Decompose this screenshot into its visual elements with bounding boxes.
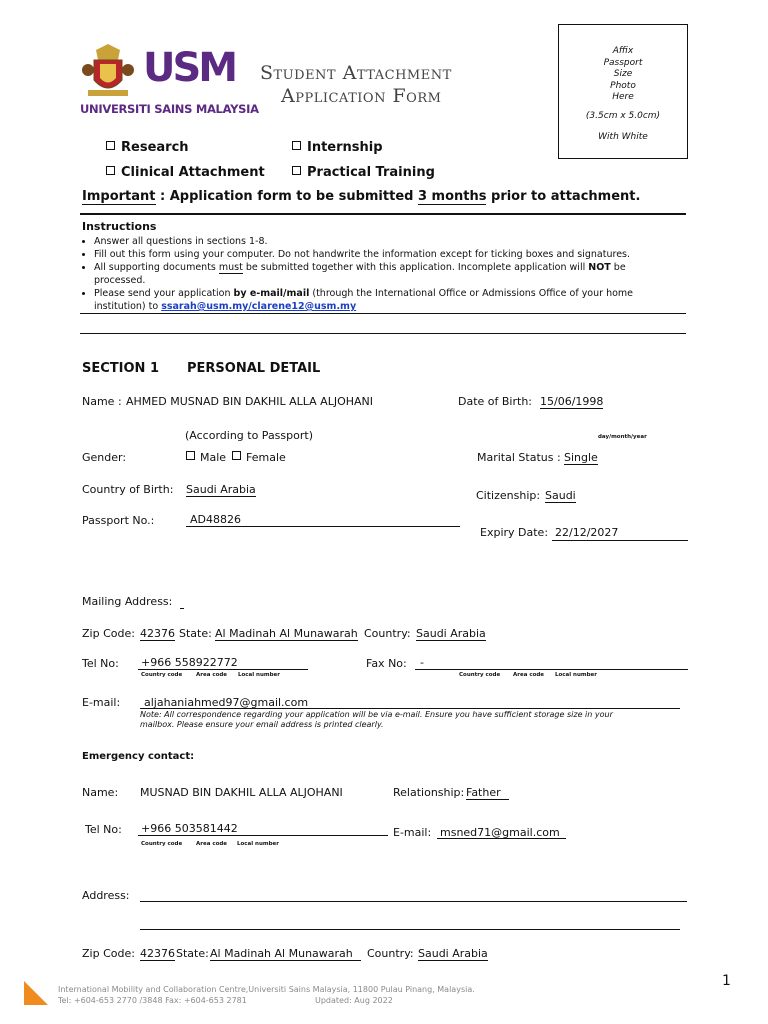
instruction-item: • All supporting documents must be submitted together with this application. Incomplete application will NOT be processed.: [94, 261, 662, 287]
emergency-name-label: Name:: [82, 786, 119, 799]
photo-dimensions: (3.5cm x 5.0cm): [585, 110, 661, 121]
relationship-label: Relationship:: [393, 786, 465, 799]
checkbox-male[interactable]: [186, 451, 195, 460]
tel-label: Tel No:: [82, 657, 119, 670]
passport-note: (According to Passport): [185, 429, 313, 442]
zip-label: Zip Code:: [82, 627, 135, 640]
usm-logo-letters: USM: [143, 45, 236, 91]
footer-contact: Tel: +604-653 2770 /3848 Fax: +604-653 2781: [58, 996, 247, 1005]
emergency-tel-label: Tel No:: [85, 823, 122, 836]
important-notice: Important : Application form to be submitted 3 months prior to attachment.: [82, 189, 641, 204]
tel-country-code-hint: Country code: [141, 672, 183, 678]
footer-updated: Updated: Aug 2022: [315, 996, 393, 1005]
dob-format: day/month/year: [598, 434, 647, 440]
checkbox-research[interactable]: [106, 141, 115, 150]
emergency-local-number-hint: Local number: [237, 841, 279, 847]
photo-photo: Photo: [610, 80, 636, 91]
state-value[interactable]: Al Madinah Al Munawarah: [215, 627, 358, 640]
email-line: [140, 708, 680, 709]
instruction-item: • Please send your application by e-mail/mail (through the International Office or Admissions Office of your home institution) to ssarah@usm.my/clarene12@usm.my: [94, 287, 662, 313]
gender-male[interactable]: Male: [186, 451, 226, 464]
checkbox-clinical-attachment[interactable]: [106, 166, 115, 175]
divider: [80, 333, 686, 334]
footer-triangle-icon: [24, 981, 48, 1005]
address-label: Address:: [82, 889, 130, 902]
expiry-label: Expiry Date:: [480, 526, 549, 539]
expiry-value[interactable]: 22/12/2027: [555, 526, 619, 539]
passport-value[interactable]: AD48826: [190, 513, 241, 526]
checkbox-internship[interactable]: [292, 141, 301, 150]
email-value[interactable]: aljahaniahmed97@gmail.com: [144, 696, 309, 709]
address-line-1: [140, 901, 687, 902]
email-label: E-mail:: [82, 696, 121, 709]
option-clinical-attachment[interactable]: Clinical Attachment: [106, 165, 265, 180]
divider: [80, 213, 686, 215]
email-note: Note: All correspondence regarding your application will be via e-mail. Ensure you have sufficient storage size in your mailbox. Please ensure your email address is printed clearly.: [140, 710, 613, 729]
emergency-name-value[interactable]: MUSNAD BIN DAKHIL ALLA ALJOHANI: [140, 786, 343, 799]
instruction-item: • Answer all questions in sections 1-8.: [94, 235, 662, 248]
address-line-2: [140, 929, 680, 930]
marital-label: Marital Status :: [477, 451, 561, 464]
country-label: Country:: [364, 627, 411, 640]
gender-female[interactable]: Female: [232, 451, 286, 464]
page-number: 1: [722, 973, 731, 989]
name-value[interactable]: AHMED MUSNAD BIN DAKHIL ALLA ALJOHANI: [126, 395, 374, 408]
emergency-country-code-hint: Country code: [141, 841, 183, 847]
form-title-line2: Application Form: [281, 85, 442, 107]
cob-value[interactable]: Saudi Arabia: [186, 483, 256, 496]
photo-affix: Affix: [612, 46, 634, 56]
section-number: SECTION 1: [82, 361, 159, 376]
tel-local-number-hint: Local number: [238, 672, 280, 678]
emergency-state-label: State:: [176, 947, 209, 960]
fax-area-code-hint: Area code: [513, 672, 545, 678]
fax-line: [415, 669, 688, 670]
checkbox-female[interactable]: [232, 451, 241, 460]
section-title: PERSONAL DETAIL: [187, 361, 321, 376]
relationship-value[interactable]: Father: [466, 786, 501, 799]
photo-passport: Passport: [603, 57, 643, 68]
emergency-email-label: E-mail:: [393, 826, 432, 839]
emergency-state-value[interactable]: Al Madinah Al Munawarah: [210, 947, 361, 961]
citizenship-label: Citizenship:: [476, 489, 541, 502]
photo-size: Size: [613, 69, 633, 79]
emergency-country-value[interactable]: Saudi Arabia: [418, 947, 488, 960]
form-title-line1: Student Attachment: [260, 62, 452, 84]
instruction-item: • Fill out this form using your computer. Do not handwrite the information except for ticking boxes and signatures.: [94, 248, 662, 261]
relationship-line: [466, 799, 509, 800]
dob-label: Date of Birth:: [458, 395, 533, 408]
emergency-area-code-hint: Area code: [196, 841, 228, 847]
photo-here: Here: [612, 92, 634, 102]
zip-value[interactable]: 42376: [140, 627, 175, 640]
emergency-tel-value[interactable]: +966 503581442: [141, 822, 238, 835]
cob-label: Country of Birth:: [82, 483, 174, 496]
instructions-list: [82, 235, 662, 313]
state-label: State:: [179, 627, 212, 640]
tel-area-code-hint: Area code: [196, 672, 228, 678]
option-internship[interactable]: Internship: [292, 140, 383, 155]
instructions-heading: Instructions: [82, 220, 157, 233]
passport-line: [186, 526, 460, 527]
option-practical-training[interactable]: Practical Training: [292, 165, 435, 180]
tel-value[interactable]: +966 558922772: [141, 656, 238, 669]
university-name: UNIVERSITI SAINS MALAYSIA: [80, 102, 259, 116]
divider: [80, 313, 686, 314]
emergency-zip-value[interactable]: 42376: [140, 947, 175, 960]
photo-box: [558, 24, 688, 159]
fax-country-code-hint: Country code: [459, 672, 501, 678]
fax-value[interactable]: -: [420, 656, 424, 669]
emergency-heading: Emergency contact:: [82, 751, 195, 762]
marital-value[interactable]: Single: [564, 451, 598, 464]
expiry-line: [552, 540, 688, 541]
citizenship-value[interactable]: Saudi: [545, 489, 576, 502]
usm-crest: [80, 40, 136, 100]
emergency-email-line: [437, 838, 566, 839]
mailing-label: Mailing Address:: [82, 595, 173, 608]
country-value[interactable]: Saudi Arabia: [416, 627, 486, 640]
fax-local-number-hint: Local number: [555, 672, 597, 678]
gender-label: Gender:: [82, 451, 127, 464]
emergency-country-label: Country:: [367, 947, 414, 960]
footer-address: International Mobility and Collaboration Centre,Universiti Sains Malaysia, 11800 Pulau Pinang, Malaysia.: [58, 985, 475, 994]
mailing-line: [180, 608, 184, 609]
photo-background: With White: [598, 132, 648, 142]
name-label: Name :: [82, 395, 122, 408]
fax-label: Fax No:: [366, 657, 407, 670]
tel-line: [138, 669, 308, 670]
emergency-zip-label: Zip Code:: [82, 947, 135, 960]
passport-label: Passport No.:: [82, 514, 155, 527]
email-link[interactable]: ssarah@usm.my/clarene12@usm.my: [161, 301, 357, 312]
checkbox-practical-training[interactable]: [292, 166, 301, 175]
option-research[interactable]: Research: [106, 140, 189, 155]
dob-value[interactable]: 15/06/1998: [540, 395, 604, 408]
emergency-tel-line: [138, 835, 388, 836]
emergency-email-value[interactable]: msned71@gmail.com: [440, 826, 560, 839]
